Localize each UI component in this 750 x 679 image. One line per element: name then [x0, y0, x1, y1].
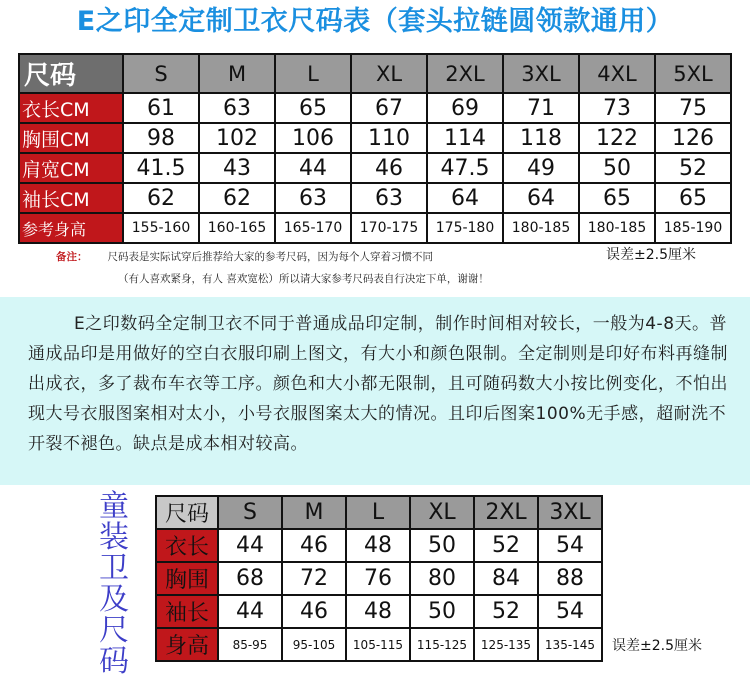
table-cell: 88 [538, 562, 602, 595]
table-cell: 48 [346, 595, 410, 628]
row-label: 胸围CM [19, 123, 123, 153]
row-label: 衣长CM [19, 93, 123, 123]
kids-label-char: 童 [99, 489, 129, 524]
table-cell: 122 [579, 123, 655, 153]
table-cell: 50 [410, 595, 474, 628]
adult-header-row [19, 54, 731, 93]
table-cell: 64 [503, 183, 579, 213]
size-cell: XL [410, 496, 474, 529]
table-cell: 65 [275, 93, 351, 123]
size-cell: XL [351, 54, 427, 93]
table-row [19, 153, 731, 183]
table-cell: 44 [218, 529, 282, 562]
table-cell: 95-105 [282, 628, 346, 661]
table-cell: 44 [275, 153, 351, 183]
remark-note [56, 246, 489, 290]
row-label: 参考身高 [19, 213, 123, 243]
table-cell: 44 [218, 595, 282, 628]
table-cell: 110 [351, 123, 427, 153]
table-cell: 160-165 [199, 213, 275, 243]
table-cell: 75 [655, 93, 731, 123]
size-cell: S [218, 496, 282, 529]
size-cell: 5XL [655, 54, 731, 93]
table-cell: 46 [282, 529, 346, 562]
table-cell: 170-175 [351, 213, 427, 243]
table-cell: 73 [579, 93, 655, 123]
kids-section-label [96, 491, 132, 677]
table-cell: 102 [199, 123, 275, 153]
kids-label-char: 码 [99, 644, 129, 679]
table-cell: 41.5 [123, 153, 199, 183]
table-cell: 67 [351, 93, 427, 123]
size-cell: L [346, 496, 410, 529]
size-header-cell: 尺码 [156, 496, 218, 529]
table-cell: 64 [427, 183, 503, 213]
adult-size-table [18, 53, 732, 244]
table-cell: 62 [199, 183, 275, 213]
remark-line-2: （有人喜欢紧身，有人 喜欢宽松）所以请大家参考尺码表自行决定下单，谢谢！ [118, 273, 489, 285]
table-cell: 76 [346, 562, 410, 595]
row-label: 肩宽CM [19, 153, 123, 183]
table-row [156, 529, 602, 562]
table-cell: 50 [410, 529, 474, 562]
table-cell: 63 [351, 183, 427, 213]
size-header-cell: 尺码 [19, 54, 123, 93]
table-cell: 135-145 [538, 628, 602, 661]
remark-line-1: 尺码表是实际试穿后推荐给大家的参考尺码，因为每个人穿着习惯不同 [107, 251, 433, 263]
description-band [0, 297, 750, 485]
table-cell: 85-95 [218, 628, 282, 661]
table-cell: 48 [346, 529, 410, 562]
table-cell: 165-170 [275, 213, 351, 243]
table-cell: 180-185 [503, 213, 579, 243]
table-cell: 115-125 [410, 628, 474, 661]
table-row [19, 123, 731, 153]
table-cell: 54 [538, 529, 602, 562]
kids-label-char: 卫 [99, 551, 129, 586]
table-cell: 61 [123, 93, 199, 123]
table-cell: 126 [655, 123, 731, 153]
table-cell: 65 [579, 183, 655, 213]
size-cell: L [275, 54, 351, 93]
table-cell: 98 [123, 123, 199, 153]
table-cell: 80 [410, 562, 474, 595]
description-text: E之印数码全定制卫衣不同于普通成品印定制，制作时间相对较长，一般为4-8天。普通成品印是用做好的空白衣服印刷上图文，有大小和颜色限制。全定制则是印好布料再缝制出成衣，多了裁布车衣等工序。颜色和大小都无限制，且可随码数大小按比例变化，不怕出现大号衣服图案相对太小，小号衣服图案太大的情况。且印后图案100%无手感，超耐洗不开裂不褪色。缺点是成本相对较高。 [28, 314, 728, 454]
page-title: E之印全定制卫衣尺码表（套头拉链圆领款通用） [76, 6, 674, 37]
table-cell: 114 [427, 123, 503, 153]
tolerance-text: 误差±2.5厘米 [606, 247, 696, 263]
size-cell: M [282, 496, 346, 529]
size-cell: 4XL [579, 54, 655, 93]
table-cell: 52 [474, 529, 538, 562]
kids-header-row [156, 496, 602, 529]
table-row [156, 628, 602, 661]
table-cell: 65 [655, 183, 731, 213]
kids-size-table [155, 495, 603, 662]
size-cell: 3XL [538, 496, 602, 529]
size-cell: S [123, 54, 199, 93]
table-cell: 46 [351, 153, 427, 183]
table-cell: 52 [474, 595, 538, 628]
table-cell: 118 [503, 123, 579, 153]
kids-label-char: 及 [99, 582, 129, 617]
table-cell: 185-190 [655, 213, 731, 243]
size-cell: 2XL [474, 496, 538, 529]
table-cell: 47.5 [427, 153, 503, 183]
kids-label-char: 装 [99, 520, 129, 555]
table-cell: 125-135 [474, 628, 538, 661]
row-label: 胸围 [156, 562, 218, 595]
size-cell: M [199, 54, 275, 93]
table-row [19, 93, 731, 123]
table-cell: 155-160 [123, 213, 199, 243]
table-cell: 105-115 [346, 628, 410, 661]
table-cell: 54 [538, 595, 602, 628]
table-cell: 175-180 [427, 213, 503, 243]
kids-label-char: 尺 [99, 613, 129, 648]
remark-label: 备注： [56, 251, 88, 263]
size-cell: 2XL [427, 54, 503, 93]
table-row [19, 213, 731, 243]
row-label: 袖长CM [19, 183, 123, 213]
table-cell: 69 [427, 93, 503, 123]
table-row [156, 595, 602, 628]
table-cell: 49 [503, 153, 579, 183]
table-cell: 50 [579, 153, 655, 183]
table-cell: 68 [218, 562, 282, 595]
table-cell: 72 [282, 562, 346, 595]
table-cell: 52 [655, 153, 731, 183]
table-row [156, 562, 602, 595]
table-row [19, 183, 731, 213]
table-cell: 63 [199, 93, 275, 123]
row-label: 身高 [156, 628, 218, 661]
table-cell: 71 [503, 93, 579, 123]
table-cell: 84 [474, 562, 538, 595]
kids-tolerance-text: 误差±2.5厘米 [612, 638, 702, 654]
table-cell: 63 [275, 183, 351, 213]
table-cell: 46 [282, 595, 346, 628]
row-label: 袖长 [156, 595, 218, 628]
table-cell: 180-185 [579, 213, 655, 243]
table-cell: 106 [275, 123, 351, 153]
row-label: 衣长 [156, 529, 218, 562]
size-cell: 3XL [503, 54, 579, 93]
table-cell: 43 [199, 153, 275, 183]
table-cell: 62 [123, 183, 199, 213]
